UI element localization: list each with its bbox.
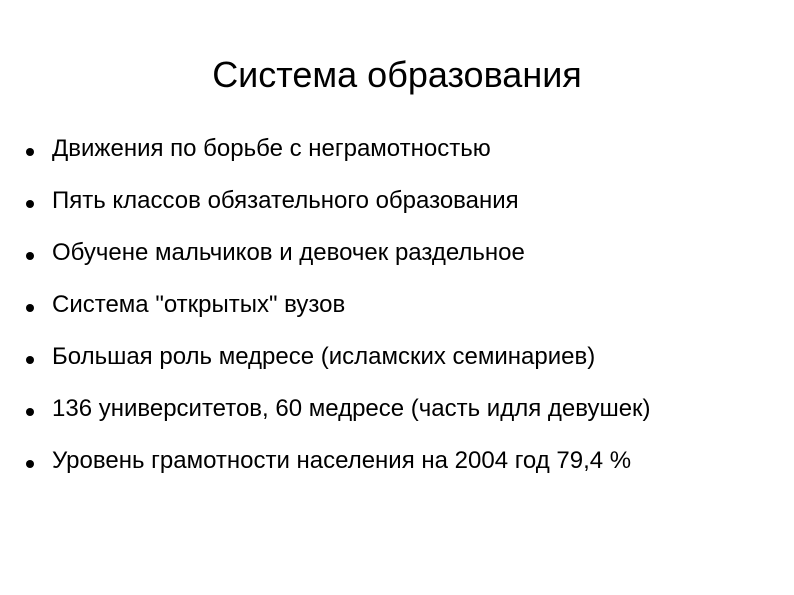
bullet-text: 136 университетов, 60 медресе (часть идля девушек) [52, 395, 651, 422]
bullet-dot-icon [26, 200, 34, 208]
bullet-item [26, 290, 786, 320]
bullet-item [26, 134, 786, 164]
bullet-item [26, 342, 786, 372]
bullet-dot-icon [26, 148, 34, 156]
bullet-item [26, 394, 786, 424]
bullet-item [26, 186, 786, 216]
bullet-list [26, 134, 786, 498]
bullet-dot-icon [26, 356, 34, 364]
slide-title: Система образования [212, 54, 582, 95]
bullet-text: Обучене мальчиков и девочек раздельное [52, 239, 525, 266]
bullet-text: Большая роль медресе (исламских семинариев) [52, 343, 596, 370]
bullet-dot-icon [26, 304, 34, 312]
bullet-text: Уровень грамотности населения на 2004 год 79,4 % [52, 447, 632, 474]
bullet-dot-icon [26, 460, 34, 468]
bullet-text: Пять классов обязательного образования [52, 187, 519, 214]
bullet-item [26, 446, 786, 476]
bullet-text: Система "открытых" вузов [52, 291, 346, 318]
bullet-item [26, 238, 786, 268]
bullet-text: Движения по борьбе с неграмотностью [52, 135, 491, 162]
bullet-dot-icon [26, 408, 34, 416]
bullet-dot-icon [26, 252, 34, 260]
